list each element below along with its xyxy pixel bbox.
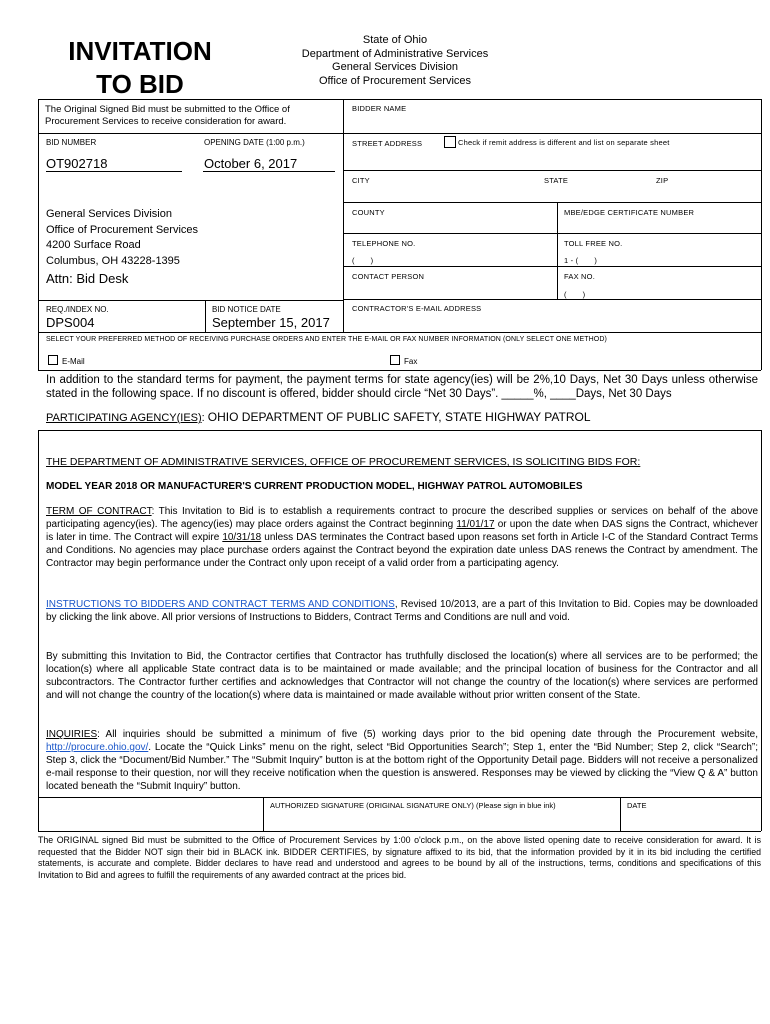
certification-paragraph: By submitting this Invitation to Bid, the Contractor certifies that Contractor has truthfully disclosed the location(s) where all services are to be performed; the location(s) where all applicable State contract data is to be maintained or made available; and the principal location of business for the Contractor and all subcontractors. The Contractor further certifies and acknowledges that Contractor will not change the country of the location(s) where services are performed and will not change the country of the location(s) where data is maintained or made available without prior written consent of the State. (46, 651, 758, 701)
address-line: 4200 Surface Road (46, 239, 141, 251)
mailing-address (46, 207, 198, 269)
bid-number-label: BID NUMBER (46, 138, 97, 147)
instructions-link[interactable]: INSTRUCTIONS TO BIDDERS AND CONTRACT TERMS AND CONDITIONS (46, 599, 395, 610)
payment-terms: In addition to the standard terms for payment, the payment terms for state agency(ies) will be 2%,10 Days, Net 30 Days unless otherwise stated in the following space. If no discount is offered, bidder should circle “Net 30 Days”. _____%, ____Days, Net 30 Days (46, 374, 758, 400)
submit-note: The Original Signed Bid must be submitted to the Office of Procurement Services to receive consideration for award. (45, 104, 290, 127)
address-line: Office of Procurement Services (46, 223, 199, 236)
instructions-paragraph (46, 599, 758, 625)
telephone-label: TELEPHONE NO. (352, 239, 416, 248)
remit-checkbox[interactable] (444, 136, 456, 148)
term-text: or upon the date when DAS signs the Contract, whichever is later in time. The Contract will expire (46, 518, 758, 543)
email-address-label: CONTRACTOR'S E-MAIL ADDRESS (352, 304, 482, 313)
address-line: Columbus, OH 43228-1395 (46, 254, 180, 267)
procurement-website-link[interactable]: http://procure.ohio.gov/ (46, 741, 149, 753)
contact-person-label: CONTACT PERSON (352, 272, 425, 281)
fax-label: FAX NO. (564, 272, 595, 281)
attn-line: Attn: Bid Desk (46, 271, 129, 286)
county-label: COUNTY (352, 208, 385, 217)
method-instruction: SELECT YOUR PREFERRED METHOD OF RECEIVING PURCHASE ORDERS AND ENTER THE E-MAIL OR FAX NUMBER INFORMATION (ONLY SELECT ONE METHOD) (46, 336, 607, 343)
inquiries-label: INQUIRIES (46, 729, 98, 740)
email-checkbox[interactable] (48, 355, 58, 365)
participating-label: PARTICIPATING AGENCY(IES) (46, 412, 202, 424)
soliciting-statement: THE DEPARTMENT OF ADMINISTRATIVE SERVICES, OFFICE OF PROCUREMENT SERVICES, IS SOLICITING BIDS FOR: (46, 456, 641, 468)
state-label: STATE (544, 176, 569, 185)
opening-date-label: OPENING DATE (1:00 p.m.) (204, 138, 305, 147)
term-label: TERM OF CONTRACT (46, 506, 152, 517)
term-end-date: 10/31/18 (222, 531, 262, 543)
title-line-1: INVITATION (68, 36, 212, 66)
telephone-format: ( ) (352, 256, 374, 265)
date-label: DATE (627, 801, 647, 810)
opening-date: October 6, 2017 (204, 156, 298, 171)
signature-label: AUTHORIZED SIGNATURE (ORIGINAL SIGNATURE ONLY) (Please sign in blue ink) (270, 801, 556, 810)
participating-value: OHIO DEPARTMENT OF PUBLIC SAFETY, STATE HIGHWAY PATROL (207, 410, 591, 424)
remit-note: Check if remit address is different and list on separate sheet (458, 138, 670, 147)
document-title (40, 35, 240, 101)
inquiries-text: : All inquiries should be submitted a minimum of five (5) working days prior to the bid opening date through the Procurement website, (97, 729, 758, 740)
inquiries-text: . Locate the “Quick Links” menu on the right, select “Bid Opportunities Search”; Step 1, enter the “Bid Number; Step 2, click “Search”; Step 3, click the “Document/Bid Number.” The “Submit Inquiry” button is at the bottom right of the Opportunity Detail page. Bidders will not receive a personalized e-mail response to their question, nor will they receive notification when the question is answered. Responses may be viewed by clicking the “View Q & A” button located beneath the “Submit Inquiry” button. (46, 741, 758, 792)
agency-line: General Services Division (332, 61, 458, 73)
agency-line: Office of Procurement Services (318, 74, 472, 87)
participating-agency: PARTICIPATING AGENCY(IES): OHIO DEPARTMENT OF PUBLIC SAFETY, STATE HIGHWAY PATROL (46, 410, 591, 424)
term-start-date: 11/01/17 (456, 518, 495, 530)
req-index-label: REQ./INDEX NO. (46, 305, 109, 314)
agency-line: Department of Administrative Services (301, 47, 489, 60)
street-address-label: STREET ADDRESS (352, 139, 423, 148)
tollfree-label: TOLL FREE NO. (564, 239, 623, 248)
footer-statement: The ORIGINAL signed Bid must be submitted to the Office of Procurement Services by 1:00 o'clock p.m., on the above listed opening date to receive consideration for award. It is requested that the Bidder NOT sign their bid in BLACK ink. BIDDER CERTIFIES, by signature affixed to its bid, that the information provided by it in its bid including the certified statements, is accurate and complete. Bidder declares to have read and understood and agrees to be bound by all of the instructions, terms, conditions and specifications of this Invitation to Bid and agrees to fulfill the requirements of any awarded contract at the prices bid. (38, 835, 761, 880)
address-line: General Services Division (46, 208, 172, 220)
mbe-label: MBE/EDGE CERTIFICATE NUMBER (564, 208, 695, 217)
email-option-label: E-Mail (62, 357, 85, 366)
bid-notice-label: BID NOTICE DATE (212, 305, 281, 314)
tollfree-format: 1 - ( ) (564, 256, 598, 265)
bidder-name-label: BIDDER NAME (352, 104, 407, 113)
bid-notice-date: September 15, 2017 (212, 315, 330, 330)
req-index-value: DPS004 (46, 315, 95, 330)
title-line-2: TO BID (96, 69, 184, 99)
zip-label: ZIP (656, 176, 669, 185)
term-text: unless DAS terminates the Contract based upon reasons set forth in Article I-C of the Standard Contract Terms and Conditions. No agencies may place purchase orders against the Contract beyond the expiration date unless DAS renews the Contract by amendment. The Contractor may begin performance under the Contract only upon receipt of a valid order from a participating agency. (46, 531, 758, 569)
fax-option[interactable] (390, 355, 417, 366)
fax-format: ( ) (564, 290, 586, 299)
email-option[interactable] (48, 355, 85, 366)
fax-checkbox[interactable] (390, 355, 400, 365)
bid-subject: MODEL YEAR 2018 OR MANUFACTURER'S CURRENT PRODUCTION MODEL, HIGHWAY PATROL AUTOMOBILES (46, 481, 583, 492)
inquiries-paragraph (46, 729, 758, 794)
instructions-text: , Revised 10/2013, are a part of this Invitation to Bid. Copies may be downloaded by clicking the link above. All prior versions of Instructions to Bidders, Contract Terms and Conditions are null and void. (46, 599, 758, 623)
term-text: : This Invitation to Bid is to establish a requirements contract to procure the described supplies or services on behalf of the above participating agency(ies). The agency(ies) may place orders against the Contract beginning (46, 506, 759, 530)
agency-header (270, 34, 520, 88)
bid-number: OT902718 (46, 156, 108, 171)
term-of-contract (46, 506, 758, 571)
city-label: CITY (352, 176, 370, 185)
agency-line: State of Ohio (362, 34, 428, 46)
fax-option-label: Fax (404, 357, 418, 366)
